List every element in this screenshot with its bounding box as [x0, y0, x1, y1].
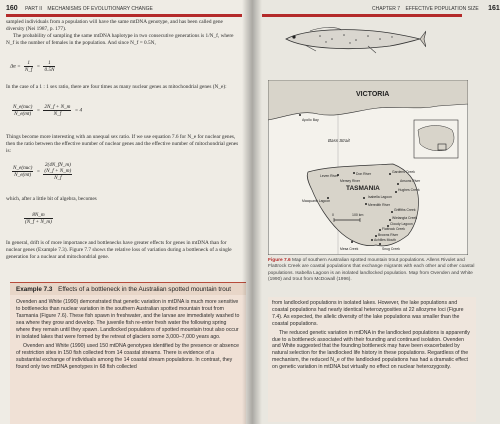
map-label-meredith-river: Meredith River	[368, 203, 391, 207]
example-box-header	[10, 282, 246, 295]
book-gutter-shadow	[242, 0, 262, 424]
map-label-apollo-bay: Apollo Bay	[302, 118, 319, 122]
equation-simplified: $\frac{8N\_m}{(N\_f + N\_m)}$	[25, 212, 52, 225]
example-title: Effects of a bottleneck in the Australian spotted mountain trout	[58, 286, 231, 293]
map-label-tasmania: TASMANIA	[346, 185, 380, 192]
left-page-number: 160	[6, 5, 18, 12]
map-label-don-river: Don River	[356, 172, 372, 176]
paragraph-sex-ratio: In the case of a 1 : 1 sex ratio, there are four times as many nuclear genes as mitochondrial genes (N_e):	[6, 84, 227, 90]
paragraph-unequal-sex-ratio: Things become more interesting with an unequal sex ratio. If we use equation 7.6 for N_e for nuclear genes, then the ratio between the effective number of nuclear genes and the effective number of mitochondrial genes is:	[6, 134, 239, 154]
map-label-flattrock-creek: Flattrock Creek	[382, 227, 405, 231]
equation-ratio-unequal: $\frac{\text{N\_e(nuc)}}{N\_e(mt)}$ = 2(4N_fN_m) (N_f + N_m) N_f	[13, 162, 72, 181]
map-label-isabella-lagoon: Isabella Lagoon	[368, 195, 392, 199]
right-running-title: EFFECTIVE POPULATION SIZE	[405, 6, 479, 12]
map-label-hughes-creek: Hughes Creek	[398, 188, 420, 192]
map-label-cloudy-lagoon: Cloudy Lagoon	[390, 222, 413, 226]
tasmania-map	[268, 80, 468, 255]
map-label-victoria: VICTORIA	[356, 91, 390, 98]
figure-caption-label: Figure 7.6	[268, 258, 291, 263]
map-label-bass-strait: Bass Strait	[328, 138, 350, 143]
map-label-gardens-creek: Gardens Creek	[392, 170, 415, 174]
map-label-macquarie-lagoon: Macquarie Lagoon	[302, 199, 331, 203]
map-label-griffiths-creek: Griffiths Creek	[394, 208, 416, 212]
example-label: Example 7.3	[16, 286, 53, 293]
map-label-browns-river: Browns River	[378, 233, 399, 237]
right-page-number: 161	[488, 5, 500, 12]
left-header-rule	[6, 14, 242, 17]
example-continuation-paragraph: from landlocked populations in isolated lakes. However, the lake populations and coastal populations had nearly identical heterozygosities at 22 allozyme loci (Figure 7.4). As expected, the allelic diversity of the lake populations was smaller than the coastal populations.	[272, 300, 464, 327]
left-running-header	[6, 5, 153, 12]
map-label-achilles-mouth: Achilles Mouth	[374, 238, 397, 242]
example-paragraph: Ovenden and White (1990) demonstrated that genetic variation in mtDNA is much more sensitive to bottlenecks than nuclear variation in the southern Australian spotted mountain trout from Tasmania (Figure 7.6). These fish spawn in freshwater, and the larvae are immediately washed to sea where they grow and develop. The juvenile fish re-enter fresh water the following spring where they remain until they spawn. Landlocked populations of spotted mountain trout also occur in isolated lakes that were formed by the retreat of glaciers some 3,000–7,000 years ago.	[16, 299, 240, 340]
left-running-title: MECHANISMS OF EVOLUTIONARY CHANGE	[47, 6, 153, 12]
example-box-body	[10, 295, 246, 424]
figure-caption	[268, 258, 476, 283]
paragraph-intro: sampled individuals from a population will have the same mtDNA genotype, and has been called gene diversity (Nei 1987, p. 177). The probability of sampling the same mtDNA haplotype in two consecutive generations is 1/N_f, where N_f is the number of females in the population. And since N_f = 0.5N,	[6, 19, 242, 47]
part-label: PART II	[25, 6, 43, 12]
map-label-mesa-creek: Mesa Creek	[340, 247, 359, 251]
trout-illustration	[280, 17, 426, 61]
right-running-header	[372, 5, 500, 12]
map-scale-zero: 0	[332, 213, 334, 217]
map-scale-label: 100 km	[352, 213, 364, 217]
map-label-wielangta-creek: Wielangta Creek	[392, 216, 418, 220]
map-label-leven-river: Leven River	[320, 174, 339, 178]
map-label-snug-creek: Snug Creek	[382, 247, 400, 251]
figure-caption-text: Map of southern Australian spotted mountain trout populations. Allens Rivulet and Flattrock Creek are coastal populations that exchange migrants with each other and other coastal populations. Isabella Lagoon is an isolated landlocked population. Map from Ovenden and White (1990) and trout from McDowall (1996).	[268, 258, 475, 282]
map-label-mersey-river: Mersey River	[340, 179, 360, 183]
paragraph-drift: In general, drift is of more importance and bottlenecks have greater effects for genes in mtDNA than for nuclear genes (Example 7.3). Figure 7.7 shows the relative loss of variation during a bottleneck of a single generation for a nuclear and mitochondrial gene.	[6, 240, 232, 260]
example-continuation-paragraph: The reduced genetic variation in mtDNA in the landlocked populations is apparently due to a bottleneck associated with their founding and continued isolation. Ovenden and White suggested that the founding bottleneck may have been exacerbated by natural selection for the landlocked life history in these populations. Regardless of the mechanism, the reduced N_e of the landlocked populations has had a dramatic effect on genetic variation in mtDNA but virtually no effect on nuclear heterozygosity.	[272, 329, 470, 371]
equation-ratio-equal: $\frac{\text{N\_e(nuc)}}{N\_e(mt)}$ = $\frac{2N\_f + N\_m}{N\_f}$ = 4	[13, 104, 83, 117]
map-label-ansons-river: Ansons River	[400, 179, 421, 183]
example-paragraph: Ovenden and White (1990) used 150 mtDNA genotypes identified by the presence or absence of restriction sites in 150 fish collected from 14 coastal streams. There is evidence of a substantial exchange of individuals among the 14 coastal stream populations. In contrast, they found only two mtDNA genotypes in 68 fish collected	[16, 343, 239, 371]
example-box-continuation	[268, 297, 476, 422]
paragraph-algebra: which, after a little bit of algebra, becomes	[6, 196, 97, 202]
paragraph-probability: The probability of sampling the same mtDNA haplotype in two consecutive generations is 1/N_f, where N_f is the number of females in the population. And since N_f = 0.5N,	[6, 33, 234, 46]
equation-delta-alpha: Δα = $\frac{1}{N\_f}$ = $\frac{1}{0.5N}$	[10, 60, 55, 73]
chapter-label: CHAPTER 7	[372, 6, 401, 12]
